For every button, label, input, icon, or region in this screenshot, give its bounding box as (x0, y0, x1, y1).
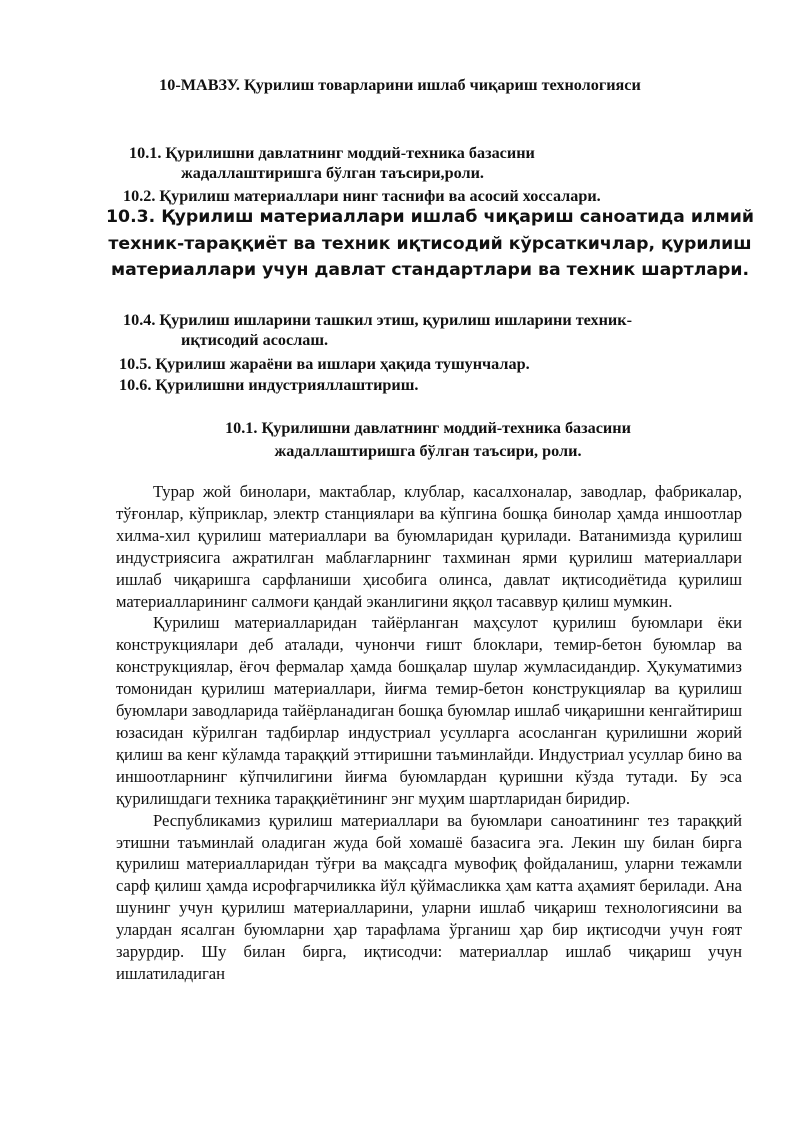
page-title: 10-МАВЗУ. Қурилиш товарларини ишлаб чиқариш технологияси (159, 76, 641, 94)
paragraph: Республикамиз қурилиш материаллари ва буюмлари саноатининг тез тараққий этишни таъминлай оладиган жуда бой хомашё базасига эга. Лекин шу билан бирга қурилиш материалларидан тўғри ва мақсадга мувофиқ фойдаланиш, уларни тежамли сарф қилиш ҳамда исрофгарчиликка йўл қўймасликка ҳам катта аҳамият берилади. Ана шунинг учун қурилиш материалларини, уларни ишлаб чиқариш технологиясини ва улардан ясалган буюмларни ҳар тарафлама ўрганиш ҳар бир иқтисодчи учун ғоят зарурдир. Шу билан бирга, иқтисодчи: материаллар ишлаб чиқариш учун ишлатиладиган (116, 810, 742, 983)
toc-item-10-4-line2: иқтисодий асослаш. (181, 331, 329, 349)
toc-item-10-4-line1: 10.4. Қурилиш ишларини ташкил этиш, қурилиш ишларини техник- (123, 311, 632, 329)
toc-item-10-5: 10.5. Қурилиш жараёни ва ишлари ҳақида тушунчалар. (119, 355, 530, 373)
section-heading (0, 417, 800, 463)
section-heading-line1: 10.1. Қурилишни давлатнинг моддий-техника базасини (225, 419, 631, 437)
toc-item-10-1-line1: 10.1. Қурилишни давлатнинг моддий-техника базасини (129, 144, 535, 162)
toc-item-10-1-line2: жадаллаштиришга бўлган таъсири,роли. (181, 164, 484, 182)
toc-item-10-6: 10.6. Қурилишни индустрияллаштириш. (119, 376, 419, 394)
toc-item-10-3: 10.3. Қурилиш материаллари ишлаб чиқариш саноатида илмий техник-тараққиёт ва техник иқтисодий кўрсаткичлар, қурилиш материаллари учун давлат стандартлари ва техник шартлари. (106, 207, 754, 280)
toc-item-10-2: 10.2. Қурилиш материаллари нинг таснифи ва асосий хоссалари. (123, 187, 601, 205)
body-text (116, 481, 742, 985)
section-heading-line2: жадаллаштиришга бўлган таъсири, роли. (274, 442, 582, 460)
paragraph: Қурилиш материалларидан тайёрланган маҳсулот қурилиш буюмлари ёки конструкциялари деб аталади, чунончи ғишт блоклари, темир-бетон буюмлар ва конструкциялар, ёғоч фермалар ҳамда бошқалар шулар жумласидандир. Ҳукуматимиз томонидан қурилиш материаллари, йиғма темир-бетон конструкциялар ва қурилиш буюмлари заводларида тайёрланадиган бошқа буюмлар ишлаб чиқаришни кенгайтириш юзасидан кўрилган тадбирлар индустриал усулларга асосланган қурилишни жорий қилиш ва кенг кўламда тараққий эттиришни таъминлайди. Индустриал усуллар бино ва иншоотларнинг кўпчилигини йиғма буюмлардан қуришни кўзда тутади. Бу эса қурилишдаги техника тараққиётининг энг муҳим шартларидан биридир. (116, 613, 742, 808)
paragraph: Турар жой бинолари, мактаблар, клублар, касалхоналар, заводлар, фабрикалар, тўғонлар, кўприклар, электр станциялари ва кўпгина бошқа бинолар ҳамда иншоотлар хилма-хил қурилиш материаллари ва буюмларидан қурилади. Ватанимизда қурилиш индустриясига ажратилган маблағларнинг тахминан ярми қурилиш материаллари ишлаб чиқаришга сарфланиши ҳисобига олинса, давлат иқтисодиётида қурилиш материалларининг салмоғи қандай эканлигини яққол тасаввур қилиш мумкин. (116, 482, 742, 611)
